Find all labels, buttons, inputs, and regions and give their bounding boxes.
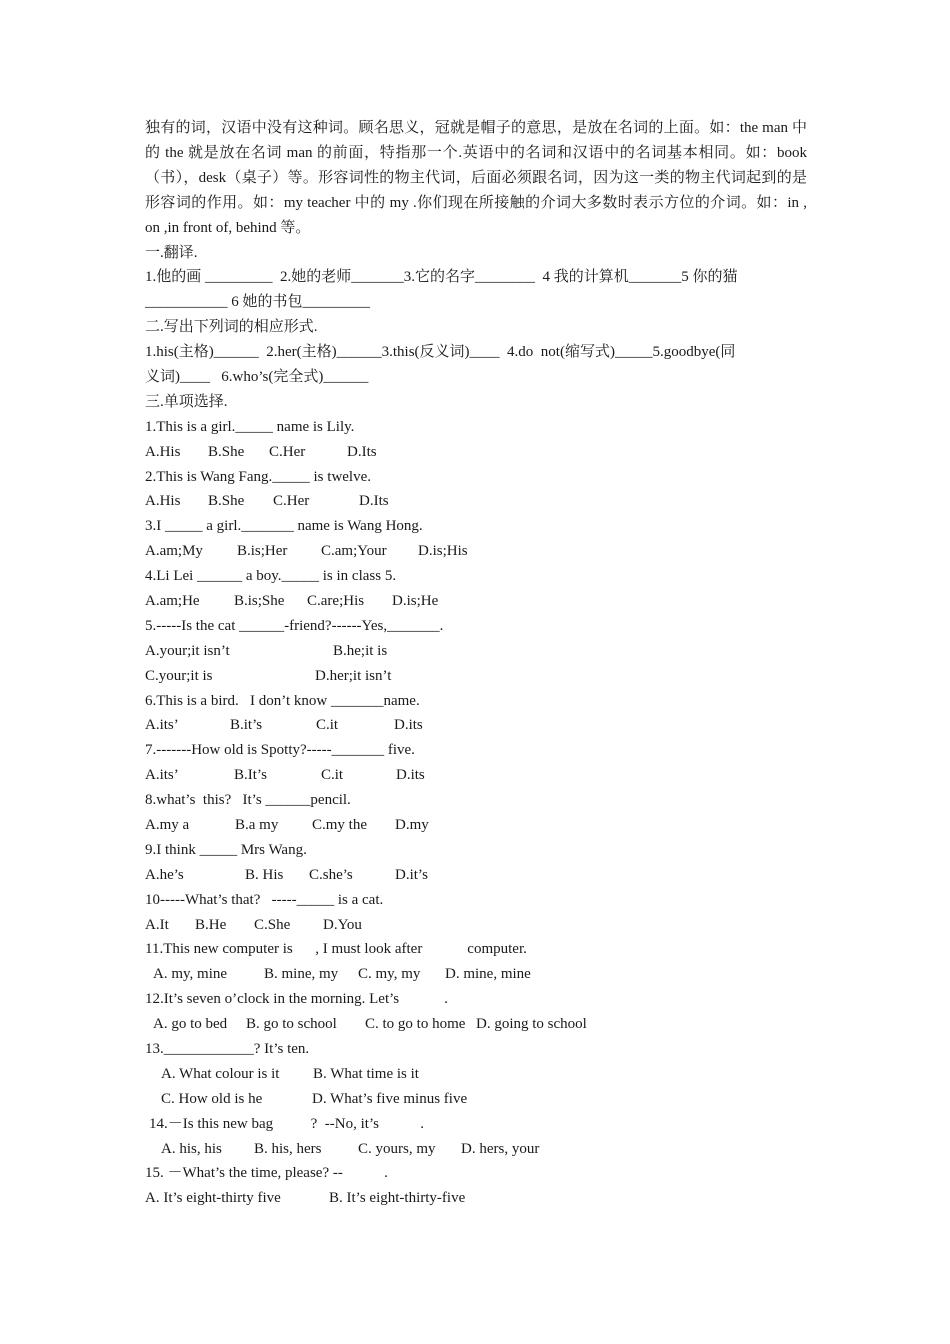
option-c: C. my, my: [358, 966, 421, 983]
option-b: B.She: [208, 443, 245, 460]
option-d: D.it’s: [395, 866, 428, 883]
option-d: D.Its: [359, 493, 389, 510]
options-15: [145, 1186, 807, 1211]
intro-paragraph: 独有的词，汉语中没有这种词。顾名思义，冠就是帽子的意思，是放在名词的上面。如：the man 中的 the 就是放在名词 man 的前面，特指那一个.英语中的名词和汉语中的名词基本相同。如：book（书），desk（桌子）等。形容词性的物主代词，后面必须跟名词，因为这一类的物主代词起到的是形容词的作用。如：my teacher 中的 my .你们现在所接触的介词大多数时表示方位的介词。如：in , on ,in front of, behind 等。: [145, 120, 807, 236]
question-1: 1.This is a girl._____ name is Lily.: [145, 418, 355, 435]
question-5: 5.-----Is the cat ______-friend?------Yes,_______.: [145, 617, 444, 634]
option-b: B. his, hers: [254, 1140, 322, 1157]
option-a: A.its’: [145, 717, 179, 734]
option-c: C. How old is he: [161, 1090, 263, 1107]
option-b: B.it’s: [230, 717, 263, 734]
section1-heading: 一.翻译.: [145, 244, 198, 261]
option-a: A. go to bed: [153, 1016, 228, 1033]
option-a: A.my a: [145, 817, 190, 834]
question-8: 8.what’s this? It’s ______pencil.: [145, 792, 351, 809]
section3-heading: 三.单项选择.: [145, 393, 228, 410]
section1-line2: ___________ 6 她的书包_________: [145, 294, 371, 311]
option-c: C.She: [254, 916, 291, 933]
question-12: 12.It’s seven o’clock in the morning. Let’s .: [145, 991, 448, 1008]
option-c: C.are;His: [307, 593, 365, 609]
options-5b: [145, 664, 807, 689]
section2-heading: 二.写出下列词的相应形式.: [145, 319, 318, 336]
option-b: B.He: [195, 916, 227, 933]
options-4: [145, 589, 807, 614]
option-d: D. mine, mine: [445, 966, 531, 983]
option-b: B.It’s: [234, 767, 267, 784]
options-3: [145, 539, 807, 564]
question-11: 11.This new computer is , I must look after computer.: [145, 941, 527, 958]
option-a: A.your;it isn’t: [145, 642, 230, 659]
option-d: D. hers, your: [461, 1140, 540, 1157]
option-b: B. go to school: [246, 1016, 337, 1033]
question-4: 4.Li Lei ______ a boy._____ is in class 5.: [145, 568, 397, 585]
options-10: [145, 913, 807, 938]
options-1: [145, 440, 807, 465]
options-8: [145, 813, 807, 838]
options-13a: [145, 1062, 807, 1087]
question-13: 13.____________? It’s ten.: [145, 1041, 310, 1058]
option-a: A.its’: [145, 767, 179, 784]
options-6: [145, 713, 807, 738]
option-a: A.am;My: [145, 543, 203, 560]
option-a: A. my, mine: [153, 966, 228, 983]
option-b: B.a my: [235, 817, 279, 834]
option-d: D.its: [394, 717, 423, 734]
question-15: 15. －What’s the time, please? -- .: [145, 1165, 388, 1182]
options-14: [145, 1137, 807, 1162]
option-a: A.His: [145, 493, 181, 510]
option-b: B.is;She: [234, 593, 285, 609]
option-d: D.my: [395, 817, 429, 834]
document-body: [145, 116, 807, 1211]
option-d: D.is;He: [392, 593, 439, 609]
option-b: B.he;it is: [333, 642, 388, 659]
option-c: C.Her: [273, 493, 310, 510]
option-a: A.His: [145, 443, 181, 460]
option-a: A. It’s eight-thirty five: [145, 1190, 281, 1207]
option-b: B. What time is it: [313, 1065, 419, 1082]
option-d: D.Its: [347, 443, 377, 460]
option-c: C.my the: [312, 817, 367, 834]
options-11: [145, 962, 807, 987]
option-c: C.it: [316, 717, 339, 734]
option-c: C. to go to home: [365, 1016, 466, 1033]
option-c: C. yours, my: [358, 1140, 436, 1157]
option-b: B.is;Her: [237, 543, 288, 560]
question-14: 14.－Is this new bag ? --No, it’s .: [149, 1115, 424, 1132]
option-d: D.its: [396, 767, 425, 784]
question-10: 10-----What’s that? -----_____ is a cat.: [145, 891, 384, 908]
options-2: [145, 489, 807, 514]
question-7: 7.-------How old is Spotty?-----_______ five.: [145, 742, 415, 759]
section2-line2: 义词)____ 6.who’s(完全式)______: [145, 368, 369, 385]
option-c: C.Her: [269, 443, 306, 460]
option-a: A.It: [145, 916, 169, 933]
option-d: D.is;His: [418, 543, 468, 560]
option-a: A.he’s: [145, 866, 184, 883]
option-c: C.your;it is: [145, 667, 213, 684]
section2-line1: 1.his(主格)______ 2.her(主格)______3.this(反义词)____ 4.do not(缩写式)_____5.goodbye(同: [145, 344, 736, 361]
option-b: B. His: [245, 866, 284, 883]
option-d: D.You: [323, 916, 362, 933]
question-9: 9.I think _____ Mrs Wang.: [145, 841, 307, 858]
section1-line1: 1.他的画 _________ 2.她的老师_______3.它的名字________ 4 我的计算机_______5 你的猫: [145, 269, 738, 286]
options-7: [145, 763, 807, 788]
question-6: 6.This is a bird. I don’t know _______name.: [145, 692, 420, 709]
option-b: B.She: [208, 493, 245, 510]
options-13b: [145, 1087, 807, 1112]
option-a: A.am;He: [145, 593, 200, 609]
options-5a: [145, 639, 807, 664]
option-b: B. mine, my: [264, 966, 339, 983]
option-a: A. his, his: [161, 1140, 222, 1157]
option-d: D. going to school: [476, 1016, 587, 1033]
option-c: C.she’s: [309, 866, 353, 883]
option-c: C.it: [321, 767, 344, 784]
options-12: [145, 1012, 807, 1037]
option-b: B. It’s eight-thirty-five: [329, 1190, 466, 1207]
option-d: D.her;it isn’t: [315, 667, 392, 684]
option-c: C.am;Your: [321, 543, 387, 560]
option-a: A. What colour is it: [161, 1065, 280, 1082]
question-2: 2.This is Wang Fang._____ is twelve.: [145, 468, 372, 485]
option-d: D. What’s five minus five: [312, 1090, 468, 1107]
options-9: [145, 863, 807, 888]
question-3: 3.I _____ a girl._______ name is Wang Hong.: [145, 518, 423, 535]
